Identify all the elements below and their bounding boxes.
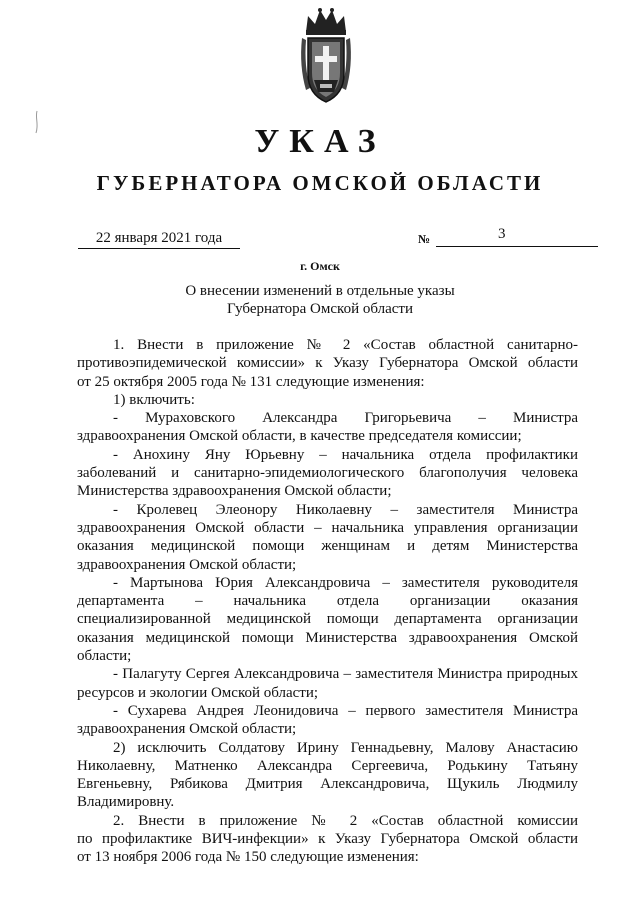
paragraph-2 <box>77 812 578 867</box>
text-line: 1. Внести в приложение № 2 «Состав областной санитарно- <box>113 337 578 353</box>
list-item <box>77 446 578 501</box>
text-line: от 13 ноября 2006 года № 150 следующие изменения: <box>77 849 419 866</box>
text-line: здравоохранения Омской области – начальника управления организации <box>77 519 578 536</box>
heading-line: О внесении изменений в отдельные указы <box>185 283 455 299</box>
text-line: Николаевну, Матненко Александра Сергеевича, Родькину Татьяну <box>77 757 578 774</box>
list-item <box>77 702 578 739</box>
number-sign: № <box>418 232 431 246</box>
text-line: по профилактике ВИЧ-инфекции» к Указу Губернатора Омской области <box>77 831 578 848</box>
subparagraph-2 <box>77 739 578 812</box>
paragraph-1 <box>77 336 578 391</box>
document-date: 22 января 2021 года <box>78 228 240 249</box>
text-line: здравоохранения Омской области; <box>77 556 297 573</box>
text-line: противоэпидемической комиссии» к Указу Губернатора Омской области <box>77 355 578 372</box>
text-line: оказания медицинской помощи Министерства здравоохранения Омской <box>77 629 578 646</box>
list-item <box>77 574 578 665</box>
text-line: - Мартынова Юрия Александровича – заместителя руководителя <box>113 574 578 591</box>
text-line: заболеваний и санитарно-эпидемиологического благополучия человека <box>77 465 578 482</box>
text-line: оказания медицинской помощи женщинам и детям Министерства <box>77 538 578 555</box>
text-line: - Палагуту Сергея Александровича – заместителя Министра природных <box>113 666 578 683</box>
text-line: - Кролевец Элеонору Николаевну – заместителя Министра <box>113 501 578 518</box>
text-line: - Сухарева Андрея Леонидовича – первого заместителя Министра <box>113 702 578 719</box>
text-line: области; <box>77 648 132 665</box>
text-line: здравоохранения Омской области; <box>77 721 297 738</box>
list-item <box>77 409 578 446</box>
text-line: специализированной медицинской помощи департамента организации <box>77 611 578 628</box>
document-number: 3 <box>498 226 506 242</box>
text-line: ресурсов и экологии Омской области; <box>77 684 319 701</box>
text-line: здравоохранения Омской области, в качестве председателя комиссии; <box>77 428 522 445</box>
text-line: - Анохину Яну Юрьевну – начальника отдела профилактики <box>113 446 578 463</box>
document-subtitle: ГУБЕРНАТОРА ОМСКОЙ ОБЛАСТИ <box>96 171 544 195</box>
text-line: от 25 октября 2005 года № 131 следующие изменения: <box>77 373 425 390</box>
text-line: Владимировну. <box>77 794 175 811</box>
omsk-coat-of-arms-icon <box>298 6 354 106</box>
list-item <box>77 665 578 702</box>
document-city: г. Омск <box>300 259 340 273</box>
text-line: 2) исключить Солдатову Ирину Геннадьевну, Малову Анастасию <box>113 739 578 756</box>
text-line: 2. Внести в приложение № 2 «Состав областной комиссии <box>113 812 578 829</box>
document-number-field <box>418 226 598 248</box>
document-heading <box>0 282 640 318</box>
heading-line: Губернатора Омской области <box>227 301 413 317</box>
document-title: УКАЗ <box>254 123 386 160</box>
document-body <box>77 336 578 867</box>
text-line: - Мураховского Александра Григорьевича – Министра <box>113 410 578 427</box>
number-underline <box>436 246 598 247</box>
text-line: Евгеньевну, Рябикова Дмитрия Александровича, Щукиль Людмилу <box>77 776 578 793</box>
subparagraph-1: 1) включить: <box>113 391 195 408</box>
text-line: Министерства здравоохранения Омской области; <box>77 483 392 500</box>
list-item <box>77 501 578 574</box>
text-line: департамента – начальника отдела организации оказания <box>77 593 578 610</box>
